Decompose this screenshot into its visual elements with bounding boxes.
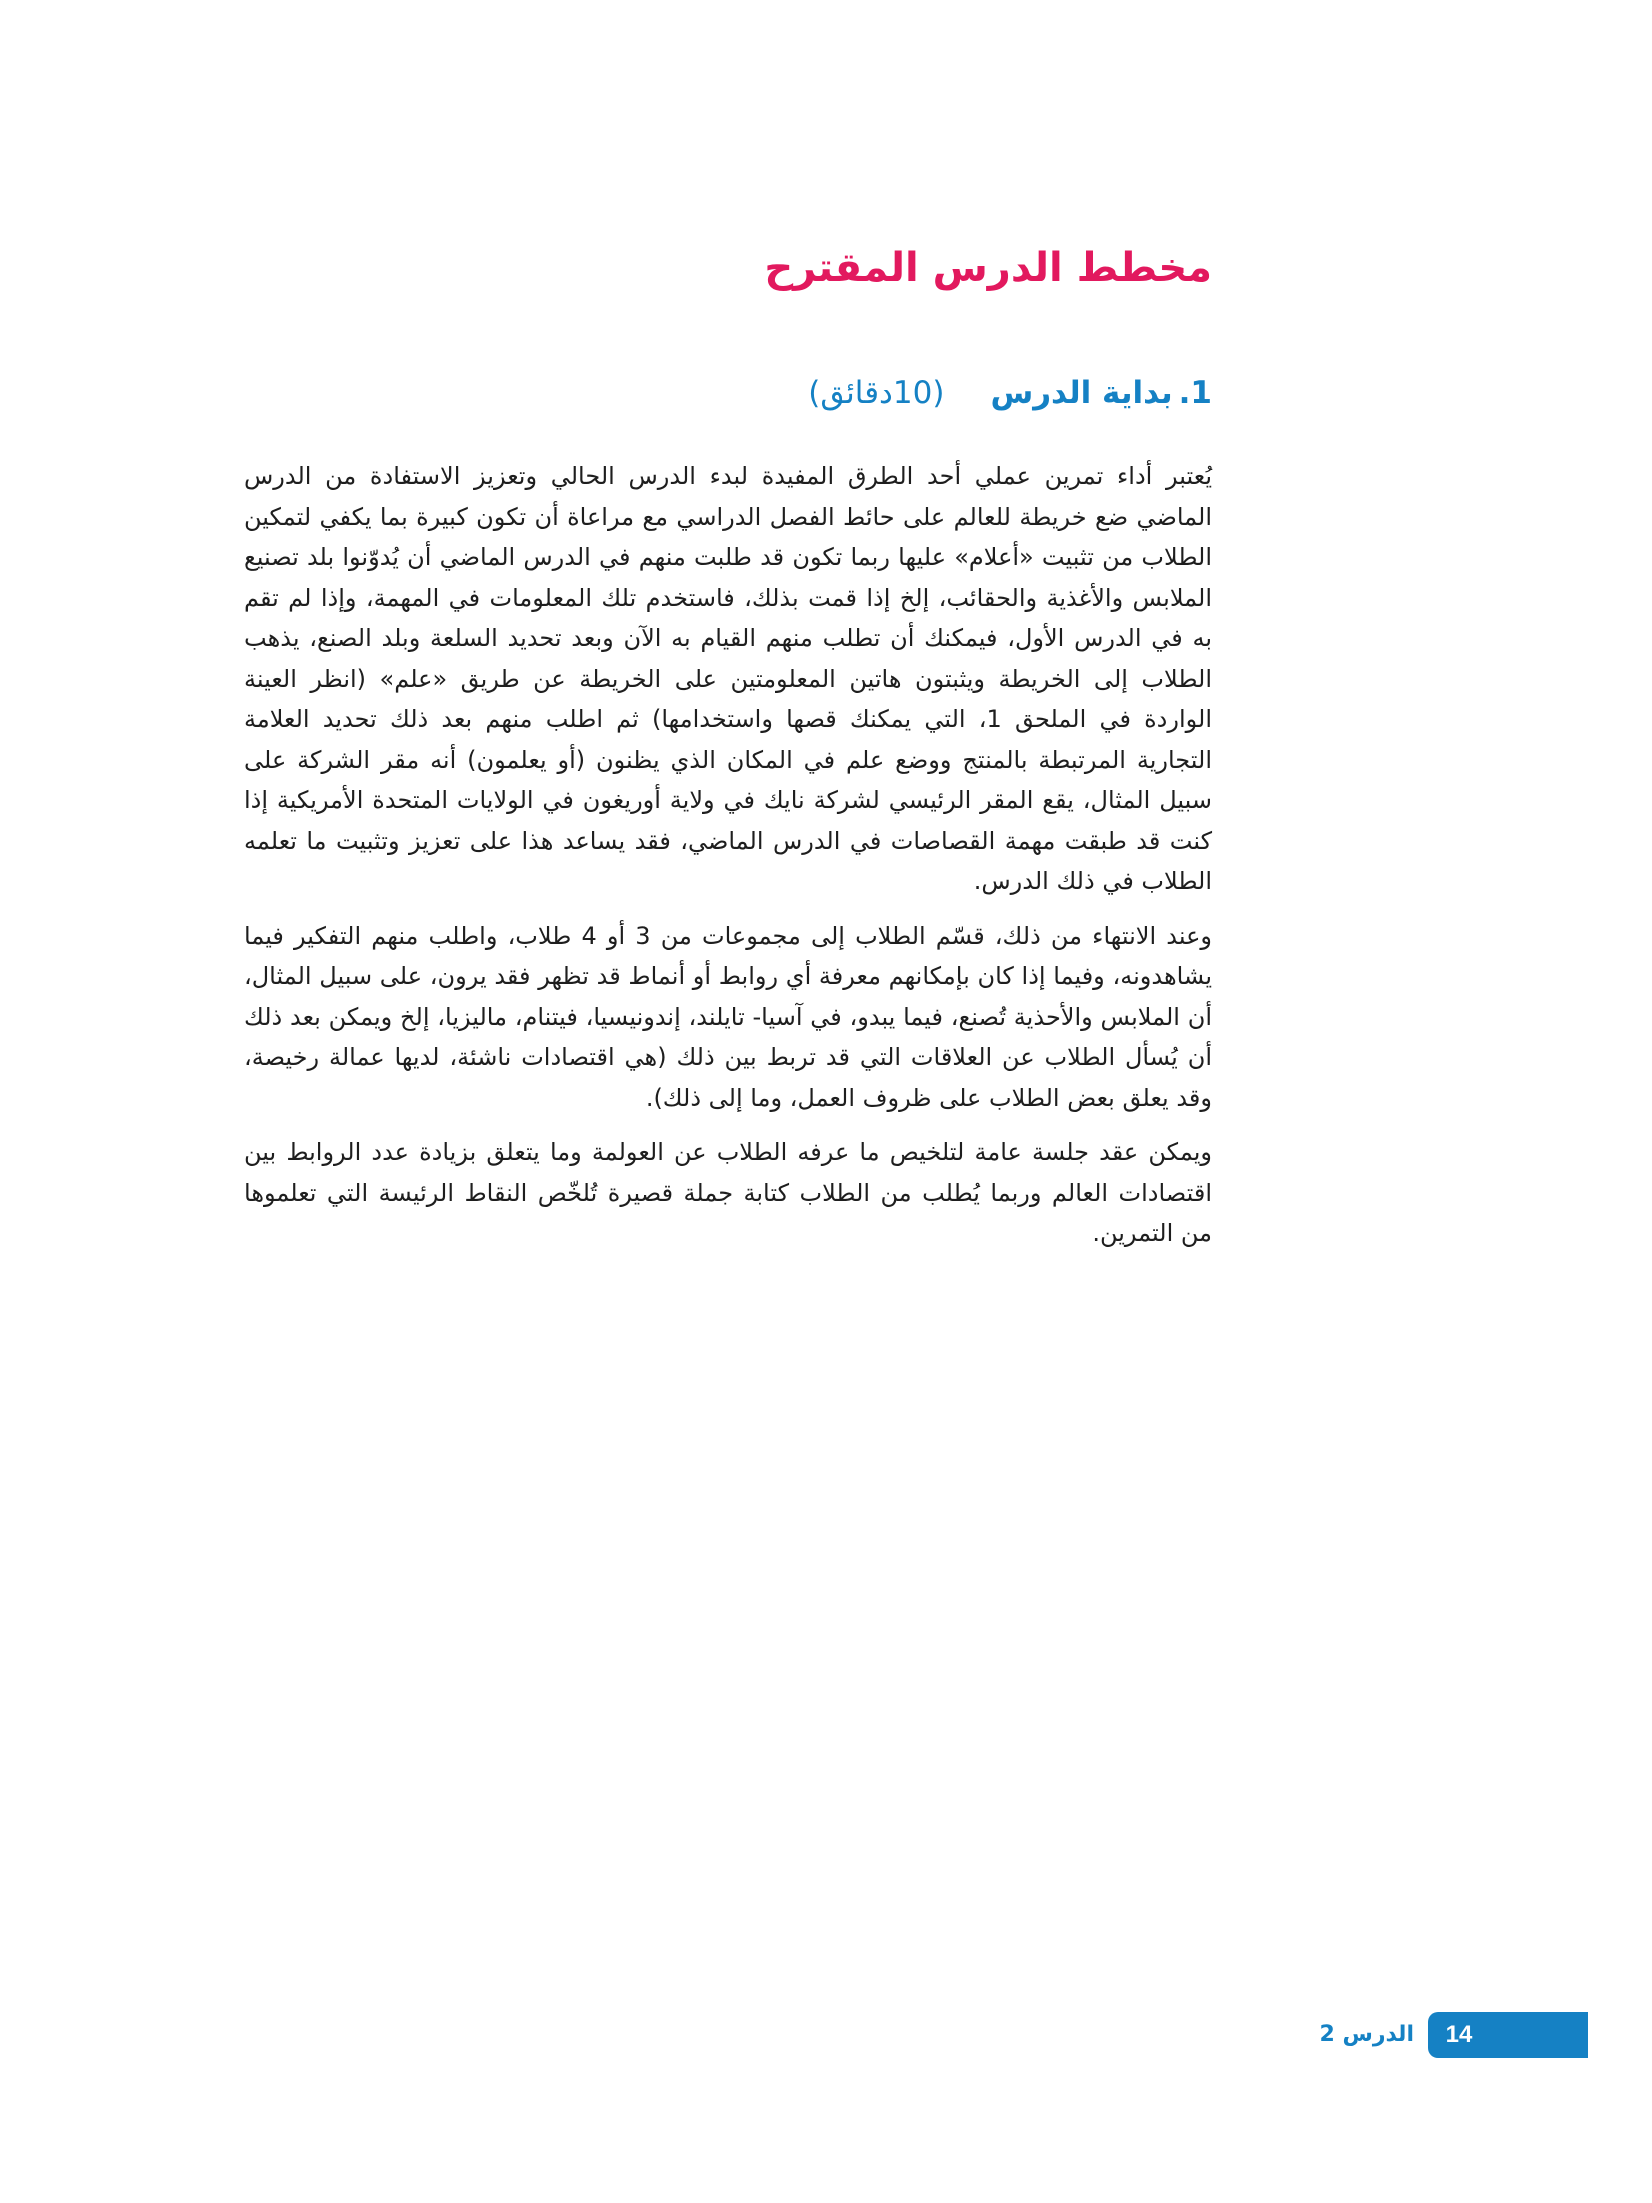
paragraph-2: وعند الانتهاء من ذلك، قسّم الطلاب إلى مجموعات من 3 أو 4 طلاب، واطلب منهم التفكير فيما يشاهدونه، وفيما إذا كان بإمكانهم معرفة أي روابط أو أنماط قد تظهر فقد يرون، على سبيل المثال، أن الملابس والأحذية تُصنع، فيما يبدو، في آسيا- تايلند، إندونيسيا، فيتنام، ماليزيا، إلخ ويمكن بعد ذلك أن يُسأل الطلاب عن العلاقات التي قد تربط بين ذلك (هي اقتصادات ناشئة، لديها عمالة رخيصة، وقد يعلق بعض الطلاب على ظروف العمل، وما إلى ذلك). [244,921,1213,1112]
paragraph-3: ويمكن عقد جلسة عامة لتلخيص ما عرفه الطلاب عن العولمة وما يتعلق بزيادة عدد الروابط بين اقتصادات العالم وربما يُطلب من الطلاب كتابة جملة قصيرة تُلخّص النقاط الرئيسة التي تعلموها من التمرين. [244,1138,1212,1247]
body-text [244,456,1212,1268]
lesson-label: الدرس 2 [1319,2022,1414,2047]
page-number: 14 [1445,2021,1473,2048]
section-duration: (10دقائق) [808,375,945,411]
section-number: 1. [1178,375,1212,411]
section-heading [512,368,1212,418]
page-footer [1278,2012,1588,2058]
page-title: مخطط الدرس المقترح [764,245,1212,291]
section-label: بداية الدرس [990,375,1173,411]
paragraph-1: يُعتبر أداء تمرين عملي أحد الطرق المفيدة لبدء الدرس الحالي وتعزيز الاستفادة من الدرس الماضي ضع خريطة للعالم على حائط الفصل الدراسي مع مراعاة أن تكون كبيرة بما يكفي لتمكين الطلاب من تثبيت «أعلام» عليها ربما تكون قد طلبت منهم في الدرس الماضي أن يُدوّنوا بلد تصنيع الملابس والأغذية والحقائب، إلخ إذا قمت بذلك، فاستخدم تلك المعلومات في المهمة، وإذا لم تقم به في الدرس الأول، فيمكنك أن تطلب منهم القيام به الآن وبعد تحديد السلعة وبلد الصنع، يذهب الطلاب إلى الخريطة ويثبتون هاتين المعلومتين على الخريطة عن طريق «علم» (انظر العينة الواردة في الملحق 1، التي يمكنك قصها واستخدامها) ثم اطلب منهم بعد ذلك تحديد العلامة التجارية المرتبطة بالمنتج ووضع علم في المكان الذي يظنون (أو يعلمون) أنه مقر الشركة على سبيل المثال، يقع المقر الرئيسي لشركة نايك في ولاية أوريغون في الولايات المتحدة الأمريكية إذا كنت قد طبقت مهمة القصاصات في الدرس الماضي، فقد يساعد هذا على تعزيز وتثبيت ما تعلمه الطلاب في ذلك الدرس. [244,462,1212,895]
